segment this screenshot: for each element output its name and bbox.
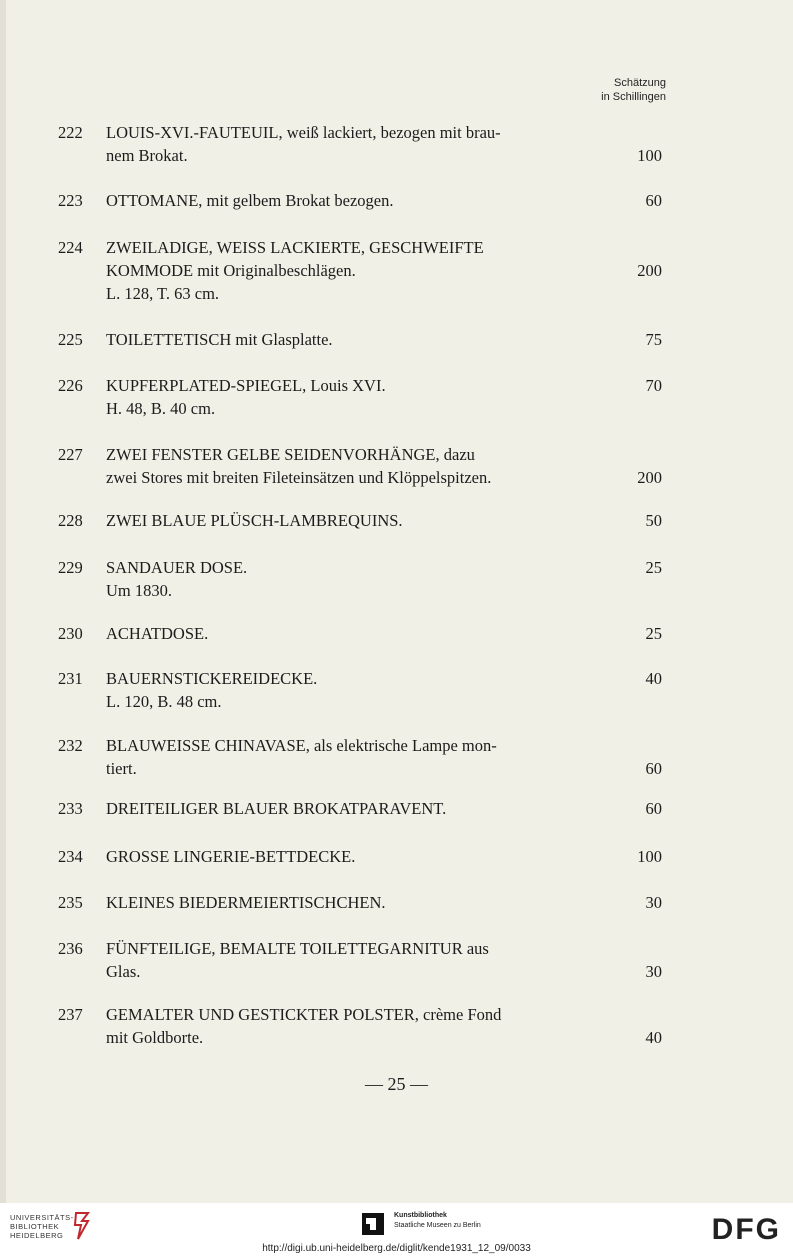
entry-description-line: mit Goldborte. bbox=[106, 1028, 204, 1047]
entry-description bbox=[106, 1003, 616, 1049]
entry-number: 233 bbox=[58, 799, 83, 818]
university-library-label bbox=[10, 1213, 74, 1240]
kunstbibliothek-title: Kunstbibliothek bbox=[394, 1212, 447, 1219]
entry-price: 75 bbox=[645, 330, 662, 349]
entry-description-line: nem Brokat. bbox=[106, 146, 188, 165]
entry-number: 237 bbox=[58, 1005, 83, 1024]
entry-description-line: TOILETTETISCH mit Glasplatte. bbox=[106, 330, 333, 349]
entry-description-line: Um 1830. bbox=[106, 581, 172, 600]
entry-number: 224 bbox=[58, 238, 83, 257]
entry-description-line: KLEINES BIEDERMEIERTISCHCHEN. bbox=[106, 893, 386, 912]
dfg-logo: DFG bbox=[711, 1213, 781, 1246]
entry-number: 223 bbox=[58, 191, 83, 210]
price-column-header bbox=[601, 76, 666, 104]
entry-description-line: GEMALTER UND GESTICKTER POLSTER, crème Fond bbox=[106, 1005, 502, 1024]
heidelberg-logo-icon bbox=[72, 1211, 92, 1241]
entry-description bbox=[106, 189, 616, 212]
entry-price: 100 bbox=[637, 146, 662, 165]
kunstbibliothek-icon bbox=[362, 1213, 384, 1235]
entry-description-line: LOUIS-XVI.-FAUTEUIL, weiß lackiert, bezogen mit brau- bbox=[106, 123, 501, 142]
entry-price: 30 bbox=[645, 962, 662, 981]
entry-number: 236 bbox=[58, 939, 83, 958]
entry-description bbox=[106, 891, 616, 914]
entry-description bbox=[106, 797, 616, 820]
entry-number: 225 bbox=[58, 330, 83, 349]
entry-price: 70 bbox=[645, 376, 662, 395]
entry-number: 226 bbox=[58, 376, 83, 395]
entry-description-line: ACHATDOSE. bbox=[106, 624, 209, 643]
entry-price: 200 bbox=[637, 468, 662, 487]
entry-number: 234 bbox=[58, 847, 83, 866]
source-url[interactable]: http://digi.ub.uni-heidelberg.de/diglit/kende1931_12_09/0033 bbox=[262, 1243, 531, 1254]
entry-description-line: BAUERNSTICKEREIDECKE. bbox=[106, 669, 318, 688]
entry-description bbox=[106, 845, 616, 868]
entry-number: 222 bbox=[58, 123, 83, 142]
entry-number: 228 bbox=[58, 511, 83, 530]
entry-description bbox=[106, 328, 616, 351]
entry-number: 232 bbox=[58, 736, 83, 755]
entry-description-line: BLAUWEISSE CHINAVASE, als elektrische Lampe mon- bbox=[106, 736, 497, 755]
entry-description bbox=[106, 937, 616, 983]
entry-price: 50 bbox=[645, 511, 662, 530]
entry-price: 25 bbox=[645, 624, 662, 643]
entry-price: 25 bbox=[645, 558, 662, 577]
entry-description bbox=[106, 667, 616, 713]
entry-description bbox=[106, 374, 616, 420]
entry-description-line: SANDAUER DOSE. bbox=[106, 558, 248, 577]
entry-description bbox=[106, 509, 616, 532]
library-line-2: BIBLIOTHEK bbox=[10, 1222, 60, 1231]
library-line-1: UNIVERSITÄTS- bbox=[10, 1213, 74, 1222]
entry-number: 235 bbox=[58, 893, 83, 912]
entry-number: 230 bbox=[58, 624, 83, 643]
entry-price: 60 bbox=[645, 799, 662, 818]
entry-description-line: zwei Stores mit breiten Fileteinsätzen und Klöppelspitzen. bbox=[106, 468, 492, 487]
entry-number: 227 bbox=[58, 445, 83, 464]
entry-price: 60 bbox=[645, 191, 662, 210]
entry-description-line: tiert. bbox=[106, 759, 137, 778]
entry-description bbox=[106, 121, 616, 167]
kunstbibliothek-subtitle: Staatliche Museen zu Berlin bbox=[394, 1222, 481, 1229]
entry-description-line: KOMMODE mit Originalbeschlägen. bbox=[106, 261, 356, 280]
entry-price: 200 bbox=[637, 261, 662, 280]
entry-description-line: OTTOMANE, mit gelbem Brokat bezogen. bbox=[106, 191, 394, 210]
entry-description-line: ZWEI FENSTER GELBE SEIDENVORHÄNGE, dazu bbox=[106, 445, 475, 464]
entry-description-line: FÜNFTEILIGE, BEMALTE TOILETTEGARNITUR aus bbox=[106, 939, 489, 958]
entry-price: 40 bbox=[645, 1028, 662, 1047]
header-line-1: Schätzung bbox=[614, 77, 666, 89]
entry-description bbox=[106, 236, 616, 305]
entry-price: 60 bbox=[645, 759, 662, 778]
page-edge bbox=[0, 0, 6, 1203]
entry-price: 100 bbox=[637, 847, 662, 866]
entry-description-line: L. 120, B. 48 cm. bbox=[106, 692, 222, 711]
entry-price: 30 bbox=[645, 893, 662, 912]
entry-price: 40 bbox=[645, 669, 662, 688]
header-line-2: in Schillingen bbox=[601, 91, 666, 103]
entry-description-line: H. 48, B. 40 cm. bbox=[106, 399, 216, 418]
page-number: — 25 — bbox=[365, 1074, 428, 1094]
entry-description-line: ZWEI BLAUE PLÜSCH-LAMBREQUINS. bbox=[106, 511, 403, 530]
library-line-3: HEIDELBERG bbox=[10, 1231, 64, 1240]
entry-description-line: L. 128, T. 63 cm. bbox=[106, 284, 220, 303]
entry-description bbox=[106, 734, 616, 780]
entry-description-line: DREITEILIGER BLAUER BROKATPARAVENT. bbox=[106, 799, 447, 818]
entry-description-line: ZWEILADIGE, WEISS LACKIERTE, GESCHWEIFTE bbox=[106, 238, 484, 257]
entry-description-line: KUPFERPLATED-SPIEGEL, Louis XVI. bbox=[106, 376, 386, 395]
entry-description bbox=[106, 622, 616, 645]
entry-description-line: GROSSE LINGERIE-BETTDECKE. bbox=[106, 847, 356, 866]
entry-description bbox=[106, 556, 616, 602]
entry-description-line: Glas. bbox=[106, 962, 141, 981]
entry-number: 231 bbox=[58, 669, 83, 688]
entry-number: 229 bbox=[58, 558, 83, 577]
entry-description bbox=[106, 443, 616, 489]
